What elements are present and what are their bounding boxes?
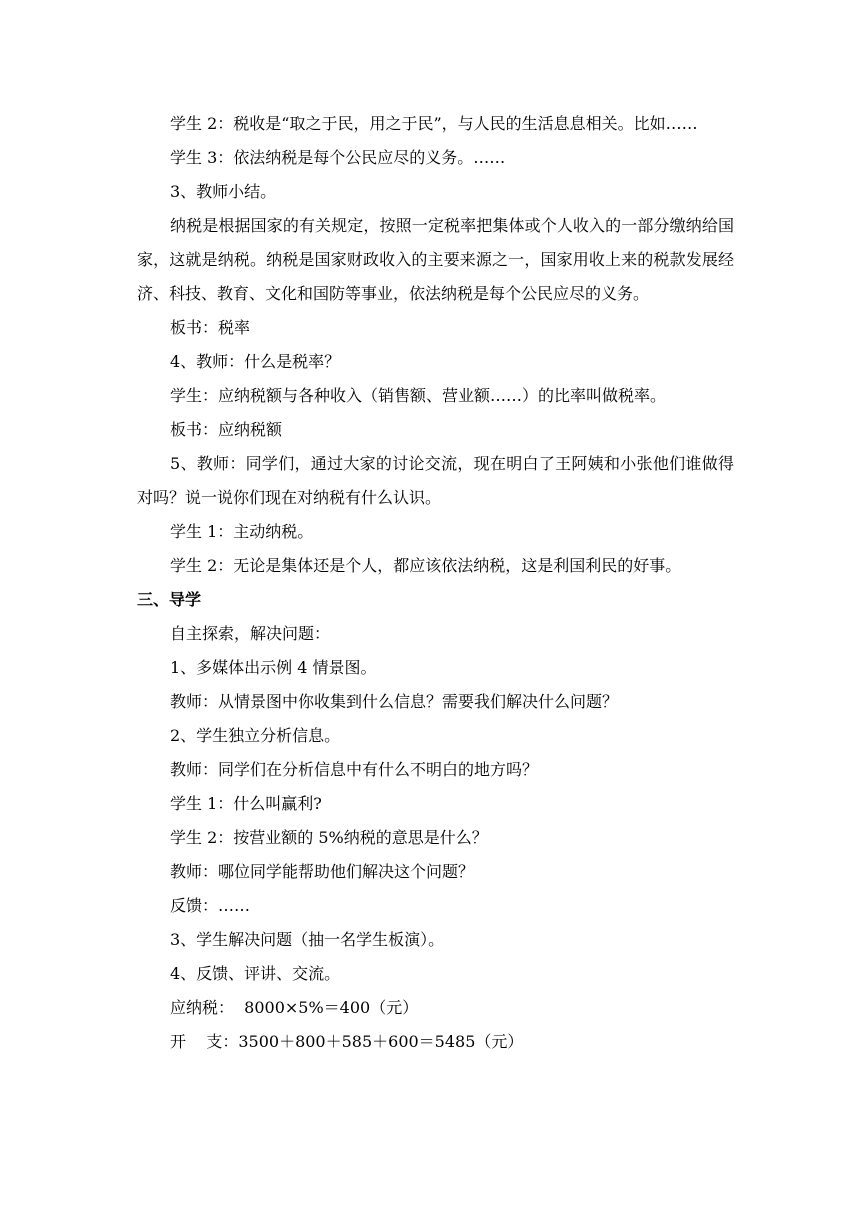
teacher-info-question: 教师：从情景图中你收集到什么信息？需要我们解决什么问题？ bbox=[170, 692, 619, 711]
board-note-tax-amount: 板书：应纳税额 bbox=[170, 420, 283, 439]
section-heading-guided-learning: 三、导学 bbox=[137, 590, 202, 609]
student-2-rate-question: 学生 2：按营业额的 5%纳税的意思是什么？ bbox=[170, 828, 488, 847]
student-analysis-step: 2、学生独立分析信息。 bbox=[170, 726, 341, 745]
tax-definition-paragraph: 纳税是根据国家的有关规定，按照一定税率把集体或个人收入的一部分缴纳给国家，这就是纳税。纳税是国家财政收入的主要来源之一，国家用收上来的税款发展经济、科技、教育、文化和国防等事业，依法纳税是每个公民应尽的义务。 bbox=[137, 216, 734, 303]
document-body bbox=[137, 107, 734, 1059]
board-note-tax-rate: 板书：税率 bbox=[170, 318, 251, 337]
teacher-summary-step: 3、教师小结。 bbox=[170, 182, 277, 201]
teacher-help-question: 教师：哪位同学能帮助他们解决这个问题？ bbox=[170, 862, 475, 881]
student-2-line: 学生 2：税收是“取之于民，用之于民”，与人民的生活息息相关。比如…… bbox=[170, 114, 698, 133]
multimedia-example-line: 1、多媒体出示例 4 情景图。 bbox=[170, 658, 377, 677]
student-1-profit-question: 学生 1：什么叫赢利? bbox=[170, 794, 322, 813]
teacher-unclear-question: 教师：同学们在分析信息中有什么不明白的地方吗？ bbox=[170, 760, 539, 779]
student-answer-tax-rate: 学生：应纳税额与各种收入（销售额、营业额……）的比率叫做税率。 bbox=[170, 386, 667, 405]
feedback-review-step: 4、反馈、评讲、交流。 bbox=[170, 964, 341, 983]
student-3-line: 学生 3：依法纳税是每个公民应尽的义务。…… bbox=[170, 148, 506, 167]
student-2-conclusion-line: 学生 2：无论是集体还是个人，都应该依法纳税，这是利国利民的好事。 bbox=[170, 556, 682, 575]
feedback-line: 反馈：…… bbox=[170, 896, 251, 915]
teacher-question-tax-rate: 4、教师：什么是税率？ bbox=[170, 352, 341, 371]
student-solve-step: 3、学生解决问题（抽一名学生板演）。 bbox=[170, 930, 445, 949]
teacher-discussion-paragraph: 5、教师：同学们，通过大家的讨论交流，现在明白了王阿姨和小张他们谁做得对吗？说一说你们现在对纳税有什么认识。 bbox=[137, 454, 734, 507]
self-exploration-line: 自主探索，解决问题： bbox=[170, 624, 331, 643]
expenses-calculation: 开 支：3500＋800＋585＋600＝5485（元） bbox=[170, 1032, 524, 1051]
student-1-line: 学生 1：主动纳税。 bbox=[170, 522, 314, 541]
tax-payable-calculation: 应纳税： 8000×5%＝400（元） bbox=[170, 998, 419, 1017]
